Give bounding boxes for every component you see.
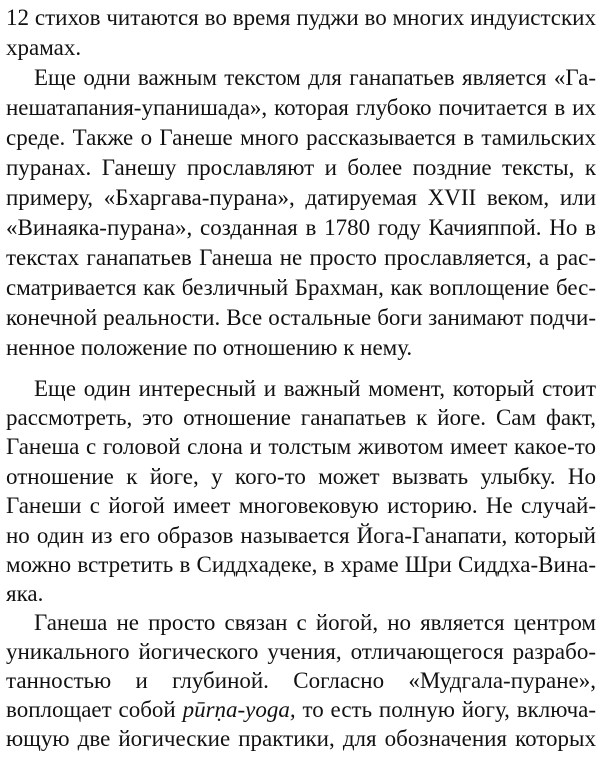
text-line: ющую две йогические практики, для обозначения которых	[6, 726, 596, 751]
text-line: пуранах. Ганешу прославляют и более поздние тексты, к	[6, 155, 596, 180]
italic-term: pūrṇa-yoga,	[182, 697, 296, 722]
text-line: Ганеша с головой слона и толстым животом имеет какое-то	[6, 434, 596, 459]
text-segment: воплощает собой	[6, 697, 183, 722]
text-line: текстах ганапатьев Ганеша не просто прославляется, а рас-	[6, 245, 596, 270]
text-line: уникального йогического учения, отличающегося разрабо-	[6, 639, 596, 664]
text-line: ненное положение по отношению к нему.	[6, 335, 413, 360]
text-line: Еще один интересный и важный момент, который стоит	[34, 376, 596, 401]
text-line: Ганеши с йогой имеет многовековую историю. Не случай-	[6, 493, 596, 518]
text-line: конечной реальности. Все остальные боги занимают подчи-	[6, 305, 596, 330]
text-line: 12 стихов читаются во время пуджи во многих индуистских	[6, 5, 596, 30]
text-line: сматривается как безличный Брахман, как воплощение бес-	[6, 275, 596, 300]
text-line: храмах.	[6, 35, 82, 60]
text-line: «Винаяка-пурана», созданная в 1780 году Качияппой. Но в	[6, 215, 596, 240]
text-line: примеру, «Бхаргава-пурана», датируемая XVII веком, или	[6, 185, 596, 210]
text-line: Ганеша не просто связан с йогой, но является центром	[34, 610, 596, 635]
text-segment: то есть полную йогу, включа-	[295, 697, 596, 722]
text-line: среде. Также о Ганеше много рассказывается в тамильских	[6, 125, 596, 150]
text-line: танностью и глубиной. Согласно «Мудгала-пуране»,	[6, 668, 596, 693]
text-line: нешатапания-упанишада», которая глубоко почитается в их	[6, 95, 596, 120]
text-line: рассмотреть, это отношение ганапатьев к йоге. Сам факт,	[6, 405, 596, 430]
text-line: но один из его образов называется Йога-Ганапати, который	[6, 523, 596, 548]
text-line: яка.	[6, 581, 44, 606]
text-line: Еще одни важным текстом для ганапатьев является «Га-	[34, 65, 596, 90]
text-line	[6, 695, 596, 725]
text-line: отношение к йоге, у кого-то может вызвать улыбку. Но	[6, 464, 596, 489]
text-line: можно встретить в Сиддхадеке, в храме Шри Сиддха-Вина-	[6, 552, 596, 577]
